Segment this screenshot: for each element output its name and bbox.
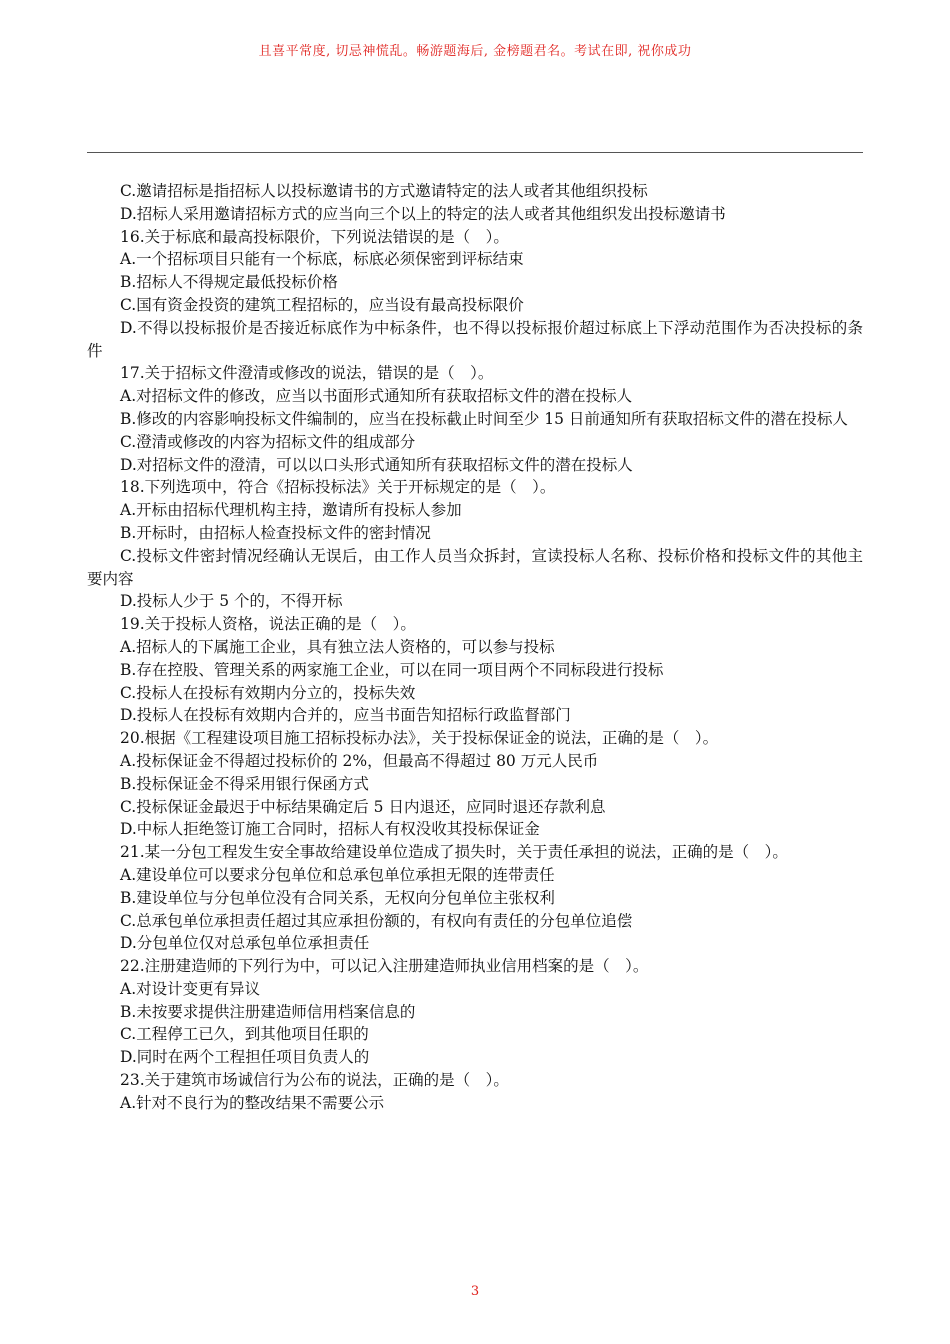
text-line: A.对设计变更有异议 (120, 979, 261, 998)
header-divider (87, 152, 863, 153)
text-line: B.投标保证金不得采用银行保函方式 (120, 774, 369, 793)
text-line: D.投标人在投标有效期内合并的，应当书面告知招标行政监督部门 (120, 706, 571, 725)
text-line: D.分包单位仅对总承包单位承担责任 (120, 934, 370, 953)
text-line: B.未按要求提供注册建造师信用档案信息的 (120, 1002, 416, 1021)
text-line: A.一个招标项目只能有一个标底，标底必须保密到评标结束 (120, 250, 524, 269)
text-line: 17.关于招标文件澄清或修改的说法，错误的是（ ）。 (120, 364, 494, 383)
text-line: D.投标人少于 5 个的，不得开标 (120, 592, 343, 611)
text-line: D.同时在两个工程担任项目负责人的 (120, 1048, 370, 1067)
text-line: A.开标由招标代理机构主持，邀请所有投标人参加 (120, 501, 462, 520)
text-line: A.针对不良行为的整改结果不需要公示 (120, 1093, 385, 1112)
text-line: C.工程停工已久，到其他项目任职的 (120, 1025, 369, 1044)
text-line: 21.某一分包工程发生安全事故给建设单位造成了损失时，关于责任承担的说法，正确的是（ ）。 (120, 843, 788, 862)
text-line: B.存在控股、管理关系的两家施工企业，可以在同一项目两个不同标段进行投标 (120, 660, 664, 679)
text-line: 16.关于标底和最高投标限价，下列说法错误的是（ ）。 (120, 227, 509, 246)
text-line: 18.下列选项中，符合《招标投标法》关于开标规定的是（ ）。 (120, 478, 556, 497)
text-line: D.对招标文件的澄清，可以以口头形式通知所有获取招标文件的潜在投标人 (120, 455, 633, 474)
text-line: C.国有资金投资的建筑工程招标的，应当设有最高投标限价 (120, 295, 524, 314)
text-line: B.招标人不得规定最低投标价格 (120, 273, 338, 292)
page-header-motto: 且喜平常度, 切忌神慌乱。畅游题海后, 金榜题君名。考试在即, 祝你成功 (258, 44, 692, 59)
page-number: 3 (470, 1284, 480, 1299)
text-line: A.招标人的下属施工企业，具有独立法人资格的，可以参与投标 (120, 637, 555, 656)
text-line: A.建设单位可以要求分包单位和总承包单位承担无限的连带责任 (120, 865, 555, 884)
text-line: C.投标文件密封情况经确认无误后，由工作人员当众拆封，宣读投标人名称、投标价格和投标文件的其他主要内容 (87, 546, 863, 588)
text-line: C.邀请招标是指招标人以投标邀请书的方式邀请特定的法人或者其他组织投标 (120, 182, 648, 200)
text-line: B.建设单位与分包单位没有合同关系，无权向分包单位主张权利 (120, 888, 555, 907)
text-line: 22.注册建造师的下列行为中，可以记入注册建造师执业信用档案的是（ ）。 (120, 957, 649, 976)
text-line: C.投标保证金最迟于中标结果确定后 5 日内退还，应同时退还存款利息 (120, 797, 606, 816)
text-line: 20.根据《工程建设项目施工招标投标办法》，关于投标保证金的说法，正确的是（ ）。 (120, 729, 719, 748)
text-line: 23.关于建筑市场诚信行为公布的说法，正确的是（ ）。 (120, 1071, 509, 1090)
text-line: A.对招标文件的修改，应当以书面形式通知所有获取招标文件的潜在投标人 (120, 387, 633, 406)
text-line: C.投标人在投标有效期内分立的，投标失效 (120, 683, 416, 702)
text-line: A.投标保证金不得超过投标价的 2%，但最高不得超过 80 万元人民币 (120, 751, 599, 770)
text-line: D.中标人拒绝签订施工合同时，招标人有权没收其投标保证金 (120, 820, 540, 839)
text-line: C.澄清或修改的内容为招标文件的组成部分 (120, 432, 416, 451)
text-line: B.开标时，由招标人检查投标文件的密封情况 (120, 523, 431, 542)
text-line: B.修改的内容影响投标文件编制的，应当在投标截止时间至少 15 日前通知所有获取招标文件的潜在投标人 (120, 409, 848, 428)
document-body (87, 180, 863, 1115)
text-line: C.总承包单位承担责任超过其应承担份额的，有权向有责任的分包单位追偿 (120, 911, 633, 930)
text-line: D.招标人采用邀请招标方式的应当向三个以上的特定的法人或者其他组织发出投标邀请书 (120, 204, 726, 223)
text-line: D.不得以投标报价是否接近标底作为中标条件，也不得以投标报价超过标底上下浮动范围作为否决投标的条件 (87, 318, 863, 360)
text-line: 19.关于投标人资格，说法正确的是（ ）。 (120, 615, 416, 634)
